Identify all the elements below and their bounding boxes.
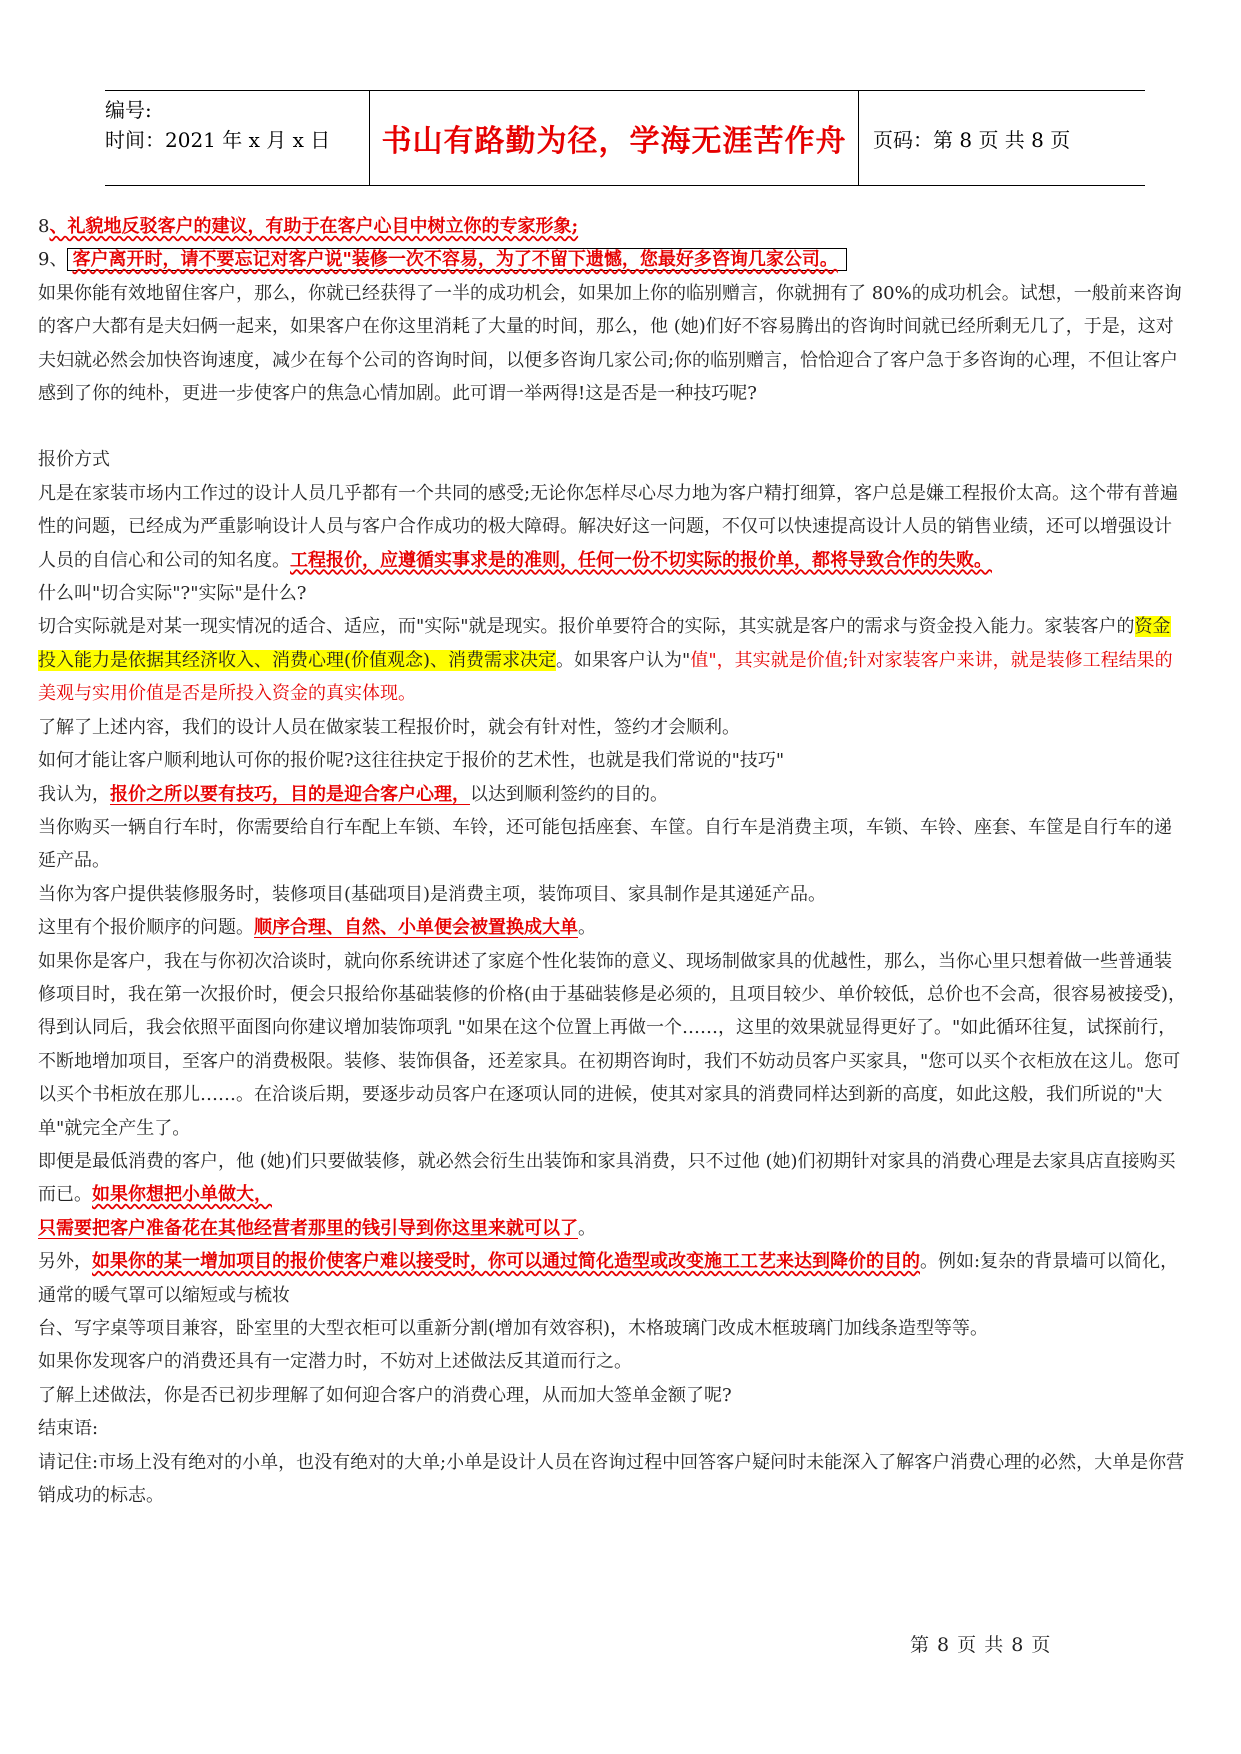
page-header: [105, 90, 1145, 186]
conclusion-heading: 结束语:: [38, 1418, 99, 1440]
paragraph-summary-question: 了解上述做法，你是否已初步理解了如何迎合客户的消费心理，从而加大签单金额了呢?: [38, 1384, 732, 1406]
document-body: [38, 210, 1188, 1512]
header-motto: 书山有路勤为径，学海无涯苦作舟: [369, 91, 859, 185]
paragraph-how: 如何才能让客户顺利地认可你的报价呢?这往往抉定于报价的艺术性，也就是我们常说的"技巧": [38, 750, 785, 772]
paragraph-question: 什么叫"切合实际"?"实际"是什么?: [38, 583, 307, 605]
paragraph-low-budget: 即便是最低消费的客户，他 (她)们只要做装修，就必然会衍生出装饰和家具消费，只不过他 (她)们初期针对家具的消费心理是去家具店直接购买而已。如果你想把小单做大，: [38, 1150, 1176, 1206]
header-page-label: 页码：第 8 页 共 8 页: [873, 127, 1071, 152]
key-sentence-skill: 报价之所以要有技巧，目的是迎合客户心理，: [110, 783, 470, 805]
paragraph-bicycle: 当你购买一辆自行车时，你需要给自行车配上车锁、车铃，还可能包括座套、车筐。自行车是消费主项，车锁、车铃、座套、车筐是自行车的递延产品。: [38, 816, 1172, 872]
key-sentence-reduce-price: 如果你的某一增加项目的报价使客户难以接受时，你可以通过简化造型或改变施工工艺来达到降价的目的: [92, 1251, 920, 1273]
paragraph-redirect: 只需要把客户准备花在其他经营者那里的钱引导到你这里来就可以了。: [38, 1217, 596, 1239]
point-9-text: 客户离开时，请不要忘记对客户说"装修一次不容易，为了不留下遗憾，您最好多咨询几家公司。: [72, 249, 838, 271]
section-heading-quote: 报价方式: [38, 449, 110, 471]
paragraph-combine: 台、写字桌等项目兼容，卧室里的大型衣柜可以重新分割(增加有效容积)，木格玻璃门改成木框玻璃门加线条造型等等。: [38, 1318, 989, 1339]
point-9-box: [67, 248, 846, 271]
page-footer: 第 8 页 共 8 页: [910, 1634, 1052, 1656]
key-sentence-realistic-quote: 工程报价，应遵循实事求是的准则，任何一份不切实际的报价单，都将导致合作的失败。: [290, 549, 992, 571]
paragraph-order: 这里有个报价顺序的问题。顺序合理、自然、小单便会被置换成大单。: [38, 917, 596, 939]
key-sentence-small-to-big: 如果你想把小单做大，: [92, 1184, 272, 1206]
value-explanation: 值"，其实就是价值;针对家装客户来讲，就是装修工程结果的美观与实用价值是否是所投入资金的真实体现。: [38, 649, 1173, 705]
paragraph-quote-problem: 凡是在家装市场内工作过的设计人员几乎都有一个共同的感受;无论你怎样尽心尽力地为客户精打细算，客户总是嫌工程报价太高。这个带有普遍性的问题，已经成为严重影响设计人员与客户合作成功的极大障碍。解决好这一问题，不仅可以快速提高设计人员的销售业绩，还可以增强设计人员的自信心和公司的知名度。工程报价，应遵循实事求是的准则，任何一份不切实际的报价单，都将导致合作的失败。: [38, 482, 1179, 571]
point-8: 8、礼貌地反驳客户的建议，有助于在客户心目中树立你的专家形象;: [38, 216, 579, 237]
highlighted-capacity: 资金投入能力是依据其经济收入、消费心理(价值观念)、消费需求决定: [38, 616, 1171, 671]
paragraph-reality: 切合实际就是对某一现实情况的适合、适应，而"实际"就是现实。报价单要符合的实际，其实就是客户的需求与资金投入能力。家装客户的资金投入能力是依据其经济收入、消费心理(价值观念)、消费需求决定。如果客户认为"值"，其实就是价值;针对家装客户来讲，就是装修工程结果的美观与实用价值是否是所投入资金的真实体现。: [38, 616, 1173, 705]
header-left-cell: [105, 91, 369, 185]
key-sentence-redirect: 只需要把客户准备花在其他经营者那里的钱引导到你这里来就可以了: [38, 1217, 578, 1239]
paragraph-targeted: 了解了上述内容，我们的设计人员在做家装工程报价时，就会有针对性，签约才会顺利。: [38, 716, 740, 738]
paragraph-conclusion: 请记住:市场上没有绝对的小单，也没有绝对的大单;小单是设计人员在咨询过程中回答客户疑问时未能深入了解客户消费心理的必然，大单是你营销成功的标志。: [38, 1451, 1185, 1507]
point-9: 9、 客户离开时，请不要忘记对客户说"装修一次不容易，为了不留下遗憾，您最好多咨询几家公司。: [38, 243, 1188, 276]
paragraph-example: 如果你是客户，我在与你初次洽谈时，就向你系统讲述了家庭个性化装饰的意义、现场制做家具的优越性，那么，当你心里只想着做一些普通装修项目时，我在第一次报价时，便会只报给你基础装修的价格(由于基础装修是必须的，且项目较少、单价较低，总价也不会高，很容易被接受)，得到认同后，我会依照平面图向你建议增加装饰项乳 "如果在这个位置上再做一个……，这里的效果就显得更好了。"如此循环往复，试探前行，不断地增加项目，至客户的消费极限。装修、装饰俱备，还差家具。在初期咨询时，我们不妨动员客户买家具，"您可以买个衣柜放在这儿。您可以买个书柜放在那儿……。在洽谈后期，要逐步动员客户在逐项认同的进候，使其对家具的消费同样达到新的高度，如此这般，我们所说的"大单"就完全产生了。: [38, 950, 1187, 1139]
paragraph-decoration: 当你为客户提供装修服务时，装修项目(基础项目)是消费主项，装饰项目、家具制作是其递延产品。: [38, 883, 827, 905]
paragraph-reverse: 如果你发现客户的消费还具有一定潜力时，不妨对上述做法反其道而行之。: [38, 1351, 632, 1373]
document-time-label: 时间：2021 年 x 月 x 日: [105, 128, 331, 152]
paragraph-farewell: 如果你能有效地留住客户，那么，你就已经获得了一半的成功机会，如果加上你的临别赠言，你就拥有了 80%的成功机会。试想，一般前来咨询的客户大都有是夫妇俩一起来，如果客户在你这里消耗了大量的时间，那么，他 (她)们好不容易腾出的咨询时间就已经所剩无几了，于是，这对夫妇就必然会加快咨询速度，减少在每个公司的咨询时间，以便多咨询几家公司;你的临别赠言，恰恰迎合了客户急于多咨询的心理，不但让客户感到了你的纯朴，更进一步使客户的焦急心情加剧。此可谓一举两得!这是否是一种技巧呢?: [38, 282, 1182, 405]
point-8-text: 、礼貌地反驳客户的建议，有助于在客户心目中树立你的专家形象;: [49, 216, 579, 237]
key-sentence-order: 顺序合理、自然、小单便会被置换成大单: [254, 917, 578, 939]
document-number-label: 编号:: [105, 98, 152, 122]
paragraph-opinion: 我认为，报价之所以要有技巧，目的是迎合客户心理，以达到顺利签约的目的。: [38, 783, 668, 805]
paragraph-reduce: 另外，如果你的某一增加项目的报价使客户难以接受时，你可以通过简化造型或改变施工工艺来达到降价的目的。例如:复杂的背景墙可以简化，通常的暖气罩可以缩短或与梳妆: [38, 1251, 1179, 1306]
